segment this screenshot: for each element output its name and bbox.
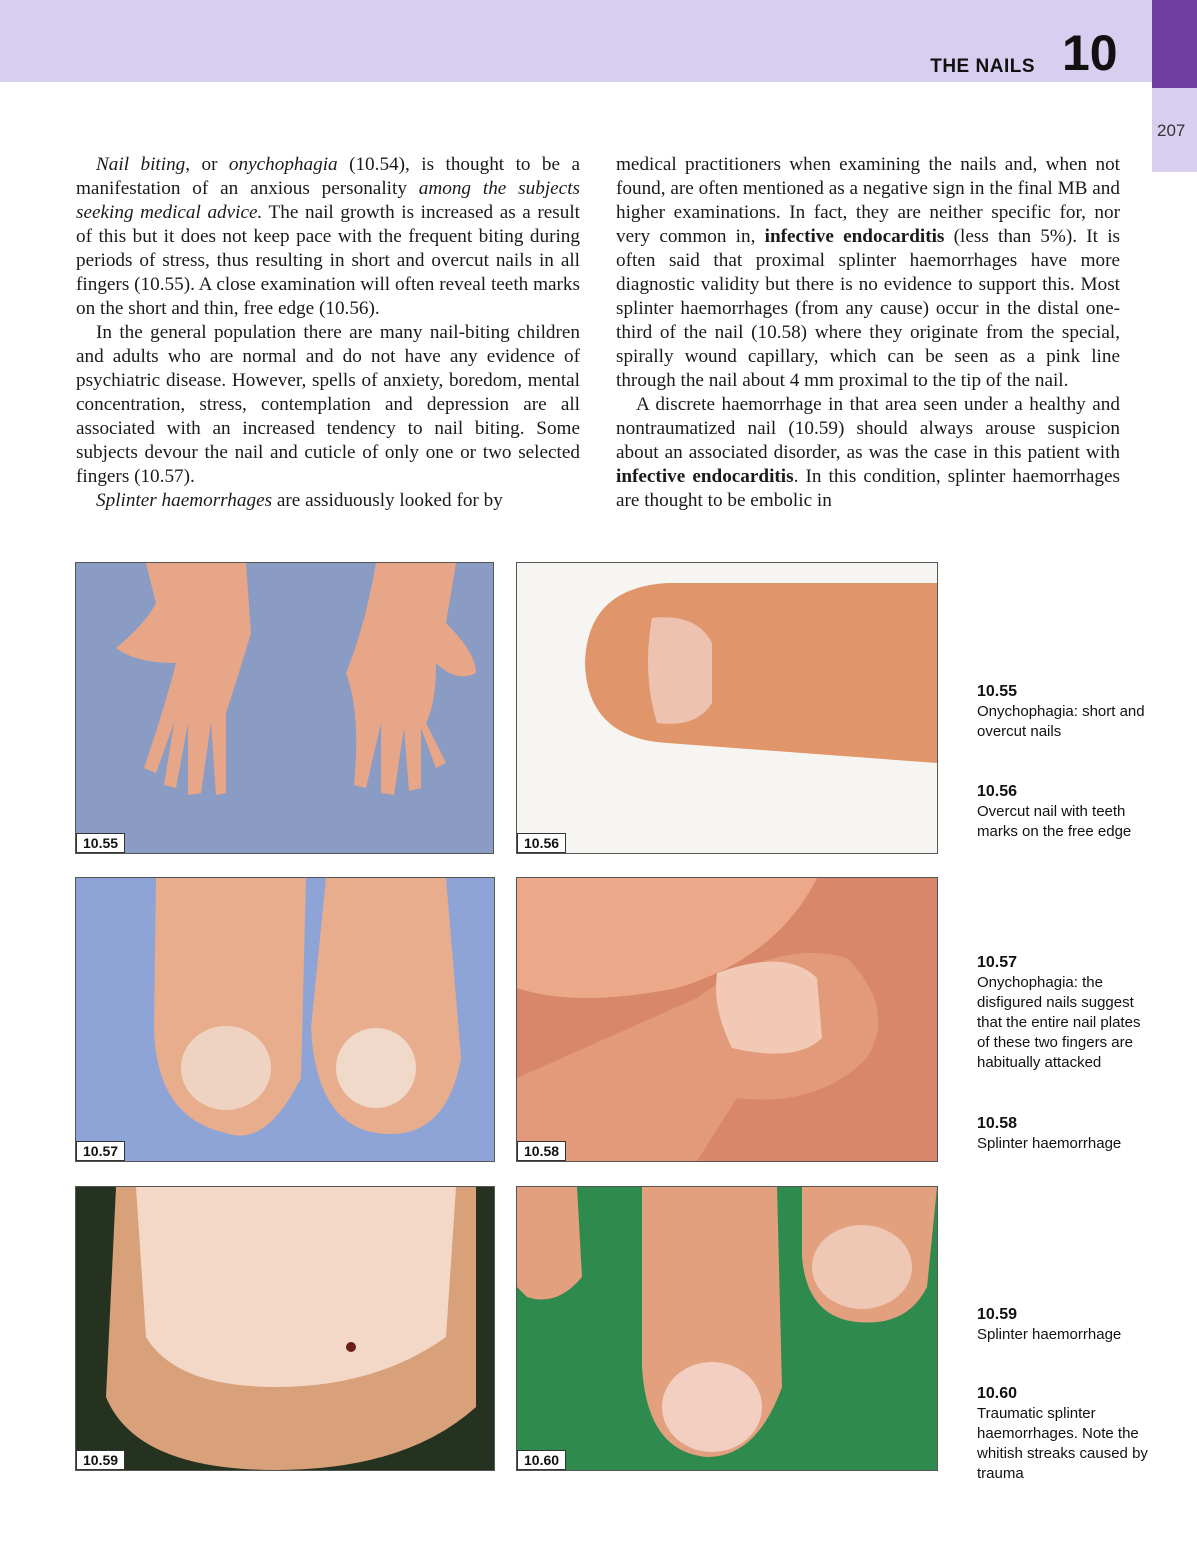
figure-10-56-photo [516,562,938,854]
caption-10-60 [977,1384,1152,1484]
figure-tag: 10.60 [517,1450,566,1470]
term-bold: infective endocarditis [764,226,945,247]
text-run: , or [185,154,229,175]
page-number: 207 [1157,121,1186,140]
term-italic: Splinter haemorrhages [96,490,273,511]
caption-text: Onychophagia: the disfigured nails suggest that the entire nail plates of these two fingers are habitually attacked [977,974,1141,1071]
caption-10-59 [977,1305,1152,1345]
chapter-title: THE NAILS [930,56,1035,77]
paragraph [76,153,580,321]
text-run: . In this condition, splinter haemorrhages are thought to be embolic in [616,466,1120,511]
term-bold: infective endocarditis [616,466,794,487]
figure-10-58-photo [516,877,938,1162]
right-text-column [616,153,1120,513]
caption-10-57 [977,953,1152,1073]
paragraph [616,153,1120,393]
term-italic: onychophagia [228,154,338,175]
text-run: The nail growth is increased as a result of this but it does not keep pace with the frequent biting during periods of stress, thus resulting in short and overcut nails in all fingers (10.55). A close examination will often reveal teeth marks on the short and thin, free edge (10.56). [76,202,580,319]
figure-tag: 10.56 [517,833,566,853]
caption-number: 10.55 [977,683,1018,700]
fingers-closeup-illustration [517,878,937,1161]
paragraph: In the general population there are many nail-biting children and adults who are normal and do not have any evidence of psychiatric disease. However, spells of anxiety, boredom, mental concentration, stress, contemplation and depression are all associated with an increased tendency to nail biting. Some subjects devour the nail and cuticle of only one or two selected fingers (10.57). [76,322,580,487]
fingers-green-illustration [517,1187,937,1470]
text-run: medical practitioners when examining the nails and, when not found, are often mentioned as a negative sign in the final MB and higher examinations. In fact, they are neither specific for, nor very common in, [616,154,1120,247]
fingers-illustration [76,878,494,1161]
paragraph [616,393,1120,513]
text-run: are assiduously looked for by [272,490,503,511]
finger-illustration [517,563,937,853]
caption-10-56 [977,782,1152,842]
text-run: (less than 5%). It is often said that proximal splinter haemorrhages have more diagnostic validity but there is no evidence to support this. Most splinter haemorrhages (from any cause) occur in the distal one-third of the nail (10.58) where they originate from the special, spirally wound capillary, which can be seen as a pink line through the nail about 4 mm proximal to the tip of the nail. [616,226,1120,391]
caption-text: Splinter haemorrhage [977,1135,1122,1152]
hands-illustration [76,563,493,853]
paragraph [76,489,580,513]
caption-10-58 [977,1114,1152,1154]
figure-10-55-photo [75,562,494,854]
figure-10-60-photo [516,1186,938,1471]
caption-number: 10.59 [977,1306,1018,1323]
caption-number: 10.57 [977,954,1018,971]
caption-number: 10.56 [977,783,1018,800]
text-run: A discrete haemorrhage in that area seen under a healthy and nontraumatized nail (10.59) should always arouse suspicion about an associated disorder, as was the case in this patient with [616,394,1120,463]
caption-text: Splinter haemorrhage [977,1326,1122,1343]
term-italic: Nail biting [96,154,186,175]
chapter-tab [1152,0,1197,88]
nail-closeup-illustration [76,1187,494,1470]
figure-10-57-photo [75,877,495,1162]
caption-text: Onychophagia: short and overcut nails [977,703,1145,740]
figure-tag: 10.57 [76,1141,125,1161]
text-run: (10.54), is thought to be a manifestation of an anxious personality [76,154,580,199]
figure-tag: 10.55 [76,833,125,853]
text-italic: among the subjects seeking medical advice. [76,178,580,223]
caption-number: 10.58 [977,1115,1018,1132]
caption-text: Overcut nail with teeth marks on the free edge [977,803,1132,840]
caption-10-55 [977,682,1152,742]
figure-tag: 10.59 [76,1450,125,1470]
caption-number: 10.60 [977,1385,1018,1402]
left-text-column [76,153,580,513]
figure-tag: 10.58 [517,1141,566,1161]
chapter-number: 10 [1062,25,1118,81]
figure-10-59-photo [75,1186,495,1471]
caption-text: Traumatic splinter haemorrhages. Note the whitish streaks caused by trauma [977,1405,1148,1482]
